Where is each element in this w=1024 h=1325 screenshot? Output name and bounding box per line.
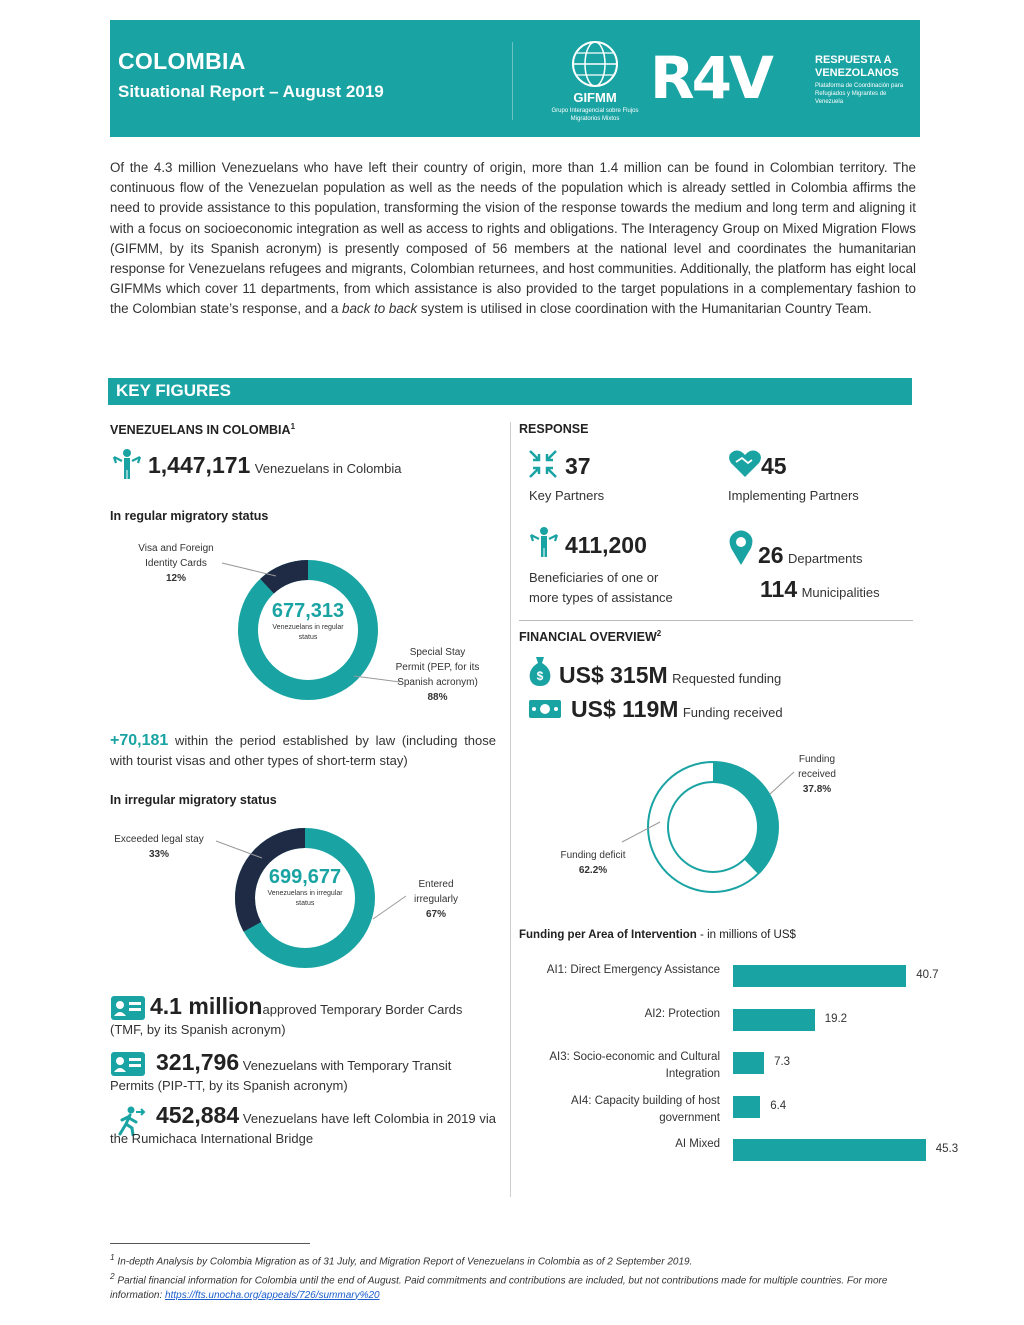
footnote-2-text: Partial financial information for Colombia until the end of August. Paid commitments and contributions are included, but not contributions made for multiple countries. For more information: [110, 1275, 888, 1301]
tmf-value: 4.1 million [150, 993, 263, 1019]
bar-value-label: 6.4 [770, 1099, 787, 1112]
left-colombia-value: 452,884 [156, 1102, 240, 1128]
gifmm-logo-subtext: Grupo Interagencial sobre Flujos Migratorios Mixtos [551, 108, 639, 122]
financial-heading [519, 629, 661, 644]
key-figures-bar: KEY FIGURES [108, 378, 912, 405]
bar-category-label: AI Mixed [675, 1138, 720, 1150]
intro-text-1: Of the 4.3 million Venezuelans who have left their country of origin, more than 1.4 million can be found in Colombian territory. The continuous flow of the Venezuelan population as well as the needs of the population which is already settled in Colombia affirms the need to provide assistance to this population, transforming the vision of the response towards the medium and long term and aligning it with a focus on socioeconomic integration as well as access to rights and obligations. The Interagency Group on Mixed Migration Flows (GIFMM, by its Spanish acronym) is presently composed of 56 members at the national level and coordinates the humanitarian response for Venezuelans refugees and migrants, Colombian returnees, and host communities. Additionally, the platform has eight local GIFMMs which cover 11 departments, from which assistance is also provided to the target populations in a complementary fashion to the Colombian state’s response, and a [110, 160, 916, 317]
bar-chart-heading [519, 929, 796, 941]
funding-deficit-label: Funding deficit [560, 850, 626, 861]
footnote-2-number: 2 [110, 1271, 115, 1282]
pep-leader-line [352, 672, 402, 686]
intro-text-2: system is utilised in close coordination with the Humanitarian Country Team. [417, 301, 872, 317]
bar-category-label: AI3: Socio-economic and Cultural Integration [549, 1051, 720, 1080]
requested-value: US$ 315M [559, 662, 668, 688]
financial-heading-text: FINANCIAL OVERVIEW [519, 630, 657, 645]
key-partners-label: Key Partners [529, 488, 605, 503]
funding-deficit-label-block [552, 848, 634, 878]
gifmm-logo [550, 38, 640, 130]
person-arrow-icon [527, 525, 561, 559]
exceeded-pct: 33% [148, 849, 169, 860]
bar [733, 1096, 760, 1118]
visa-leader-line [220, 560, 280, 580]
pep-label: Special Stay Permit (PEP, for its Spanish acronym) [395, 647, 480, 688]
banknote-icon [528, 699, 562, 719]
intro-text-italic: back to back [342, 301, 418, 317]
irregular-center-label: Venezuelans in irregular status [267, 890, 343, 907]
regular-center-label: Venezuelans in regular status [272, 624, 344, 641]
bar-category-label: AI1: Direct Emergency Assistance [546, 964, 720, 976]
gifmm-logo-text: GIFMM [573, 90, 617, 105]
departments-label: Departments [788, 551, 863, 566]
growth-paragraph [110, 731, 496, 771]
country-title: COLOMBIA [118, 48, 246, 74]
footnote-divider [110, 1243, 310, 1244]
arrows-inward-icon [527, 448, 559, 480]
response-heading: RESPONSE [519, 422, 589, 436]
beneficiaries-label-line-1: Beneficiaries of one or [529, 570, 659, 585]
bar-value-label: 19.2 [824, 1012, 848, 1025]
irregular-status-heading: In irregular migratory status [110, 793, 277, 807]
departments-value: 26 [758, 542, 784, 568]
funding-inner-ring [668, 782, 758, 872]
bar-category-label: AI4: Capacity building of host government [571, 1094, 720, 1124]
donut-segment-received [658, 772, 768, 882]
municipalities-value: 114 [760, 576, 798, 602]
bar-value-label: 45.3 [935, 1143, 959, 1155]
piptt-text: Venezuelans with Temporary Transit Permits (PIP-TT, by its Spanish acronym) [110, 1058, 452, 1093]
venezuelans-heading [110, 422, 295, 437]
bar-category-label: AI2: Protection [644, 1007, 720, 1020]
received-value: US$ 119M [571, 696, 679, 722]
regular-status-heading: In regular migratory status [110, 509, 269, 523]
bar-value-label: 40.7 [916, 969, 939, 981]
r4v-logo: R4V [650, 44, 771, 112]
intro-paragraph [110, 158, 916, 320]
beneficiaries-value: 411,200 [565, 532, 647, 558]
venezuelans-heading-text: VENEZUELANS IN COLOMBIA [110, 423, 291, 438]
funding-received-label: Funding received [798, 754, 836, 780]
funding-received-leader [768, 770, 796, 796]
handshake-heart-icon [728, 448, 762, 478]
footnote-ref-2: 2 [656, 629, 662, 638]
total-venezuelans-label: Venezuelans in Colombia [254, 461, 402, 476]
r4v-logo-subtext: Plataforma de Coordinación para Refugiados y Migrantes de Venezuela [815, 83, 904, 105]
pep-label-block [395, 645, 480, 705]
visa-label-block [122, 541, 230, 586]
irregular-donut-center [225, 866, 385, 909]
irregular-center-value: 699,677 [268, 866, 342, 888]
map-pin-icon [728, 530, 754, 566]
funding-deficit-leader [620, 820, 662, 844]
r4v-logo-text [815, 54, 915, 106]
globe-icon [550, 38, 640, 90]
bar [733, 1052, 764, 1074]
bar [733, 1139, 926, 1161]
r4v-title-2: VENEZOLANOS [815, 67, 899, 79]
tmf-paragraph [110, 993, 496, 1040]
visa-pct: 12% [165, 573, 186, 584]
footnotes [110, 1250, 916, 1303]
regular-donut-center [228, 600, 388, 643]
departments [758, 542, 862, 569]
funding-deficit-pct: 62.2% [578, 865, 608, 876]
money-bag-icon [528, 655, 552, 687]
response-divider [519, 620, 913, 621]
total-venezuelans-value: 1,447,171 [148, 452, 251, 478]
report-subtitle: Situational Report – August 2019 [118, 82, 384, 101]
requested-label: Requested funding [672, 671, 782, 686]
exceeded-label-block [104, 832, 214, 862]
piptt-paragraph [110, 1049, 496, 1096]
r4v-title-1: RESPUESTA A [815, 54, 892, 66]
left-colombia-text: Venezuelans have left Colombia in 2019 via the Rumichaca International Bridge [110, 1111, 496, 1146]
pep-pct: 88% [427, 692, 448, 703]
growth-value: +70,181 [110, 732, 169, 749]
visa-label: Visa and Foreign Identity Cards [138, 543, 214, 569]
bar [733, 965, 906, 987]
tmf-text: approved Temporary Border Cards (TMF, by its Spanish acronym) [110, 1002, 463, 1037]
exceeded-label: Exceeded legal stay [114, 834, 204, 845]
entered-pct: 67% [425, 909, 446, 920]
footnote-1-number: 1 [110, 1252, 115, 1262]
municipalities-label: Municipalities [801, 585, 880, 600]
growth-text: within the period established by law (including those with tourist visas and other types of short-term stay) [110, 733, 496, 768]
footnote-1 [110, 1250, 916, 1269]
key-partners-value: 37 [565, 453, 591, 479]
footnote-1-text: In-depth Analysis by Colombia Migration as of 31 July, and Migration Report of Venezuelans in Colombia as of 2 September 2019. [114, 1256, 693, 1268]
received-funding [571, 696, 783, 723]
entered-label-block [402, 877, 470, 922]
funding-received-pct: 37.8% [802, 784, 832, 795]
exceeded-leader-line [214, 838, 264, 862]
footnote-ref-1: 1 [290, 422, 296, 431]
beneficiaries-label-line-2: more types of assistance [529, 590, 673, 605]
entered-leader-line [370, 893, 408, 923]
left-colombia-paragraph [110, 1102, 496, 1149]
report-header [110, 20, 920, 137]
footnote-2 [110, 1269, 916, 1302]
fts-link[interactable]: https://fts.unocha.org/appeals/726/summary%20 [165, 1289, 380, 1301]
municipalities [760, 576, 880, 603]
bar-value-label: 7.3 [774, 1056, 791, 1068]
received-label: Funding received [682, 705, 783, 720]
requested-funding [559, 662, 781, 689]
total-venezuelans [148, 452, 402, 479]
column-divider [510, 422, 511, 1197]
bar-chart-title: Funding per Area of Intervention [519, 929, 697, 941]
svg-text:$: $ [536, 669, 544, 683]
regular-center-value: 677,313 [271, 600, 345, 622]
piptt-value: 321,796 [156, 1049, 240, 1075]
entered-label: Entered irregularly [414, 879, 458, 905]
header-divider [512, 42, 513, 120]
bar-chart-subtitle: - in millions of US$ [696, 929, 796, 941]
impl-partners-value: 45 [761, 453, 787, 479]
impl-partners-label: Implementing Partners [728, 488, 859, 503]
bar [733, 1009, 815, 1031]
person-arrow-icon [110, 447, 144, 481]
beneficiaries-label [529, 568, 673, 608]
